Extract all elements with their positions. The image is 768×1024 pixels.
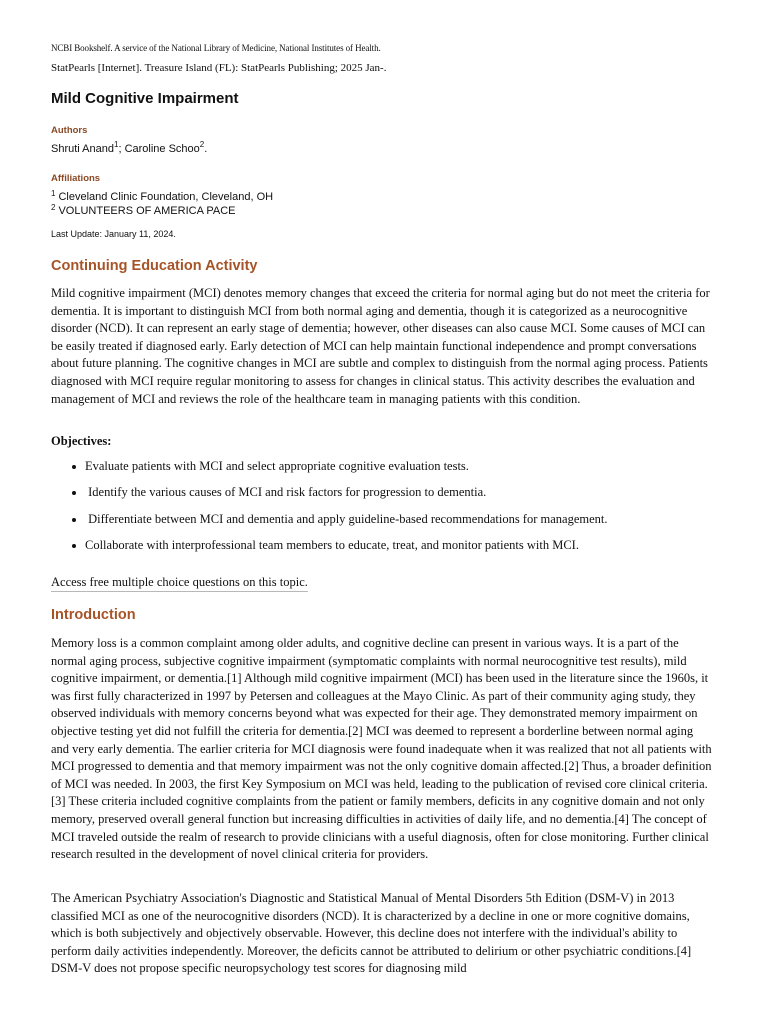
continuing-education-heading: Continuing Education Activity bbox=[51, 258, 258, 274]
citation-line: StatPearls [Internet]. Treasure Island (FL): StatPearls Publishing; 2025 Jan-. bbox=[51, 62, 387, 74]
introduction-paragraph-1: Memory loss is a common complaint among older adults, and cognitive decline can present in various ways. It is a part of the normal aging process, subjective cognitive impairment (symptomatic complaints with normal neurocognitive test results), mild cognitive impairment, or dementia.[1] Although mild cognitive impairment (MCI) has been used in the literature since the 1960s, it was first fully characterized in 1997 by Petersen and colleagues at the Mayo Clinic. As part of their community aging study, they observed individuals with memory concerns beyond what was expected for their age. They demonstrated memory impairment on objective testing yet did not fulfill the criteria for dementia.[2] MCI was deemed to represent a borderline between normal aging and very early dementia. The earlier criteria for MCI diagnosis were found inadequate when it was realized that not all patients with MCI progressed to dementia and that memory impairment was not the only cognitive domain affected.[2] Thus, a broader definition of MCI was needed. In 2003, the first Key Symposium on MCI was held, leading to the publication of revised core clinical criteria.[3] These criteria included cognitive complaints from the patient or family members, deficits in any cognitive domain and not only memory, preserved overall general function but increasing difficulties in activities of daily life, and no dementia.[4] The concept of MCI traveled outside the realm of research to provide clinicians with a useful diagnosis, often for close monitoring. Further clinical research resulted in the development of novel clinical criteria for providers. bbox=[51, 636, 712, 862]
last-update: Last Update: January 11, 2024. bbox=[51, 229, 176, 239]
objective-item bbox=[51, 484, 711, 510]
affiliation-text: VOLUNTEERS OF AMERICA PACE bbox=[58, 205, 236, 217]
introduction-heading: Introduction bbox=[51, 607, 136, 623]
ncbi-bookshelf-line: NCBI Bookshelf. A service of the National Library of Medicine, National Institutes of Health. bbox=[51, 43, 381, 53]
objectives-list bbox=[51, 458, 711, 563]
bullet-icon bbox=[72, 491, 76, 495]
objective-text: Differentiate between MCI and dementia and apply guideline-based recommendations for management. bbox=[85, 511, 608, 526]
objective-text: Identify the various causes of MCI and risk factors for progression to dementia. bbox=[85, 485, 487, 500]
author-separator: . bbox=[204, 143, 208, 155]
bullet-icon bbox=[72, 544, 76, 548]
bullet-icon bbox=[72, 518, 76, 522]
objective-item bbox=[51, 511, 711, 537]
affiliation-number: 1 bbox=[51, 189, 56, 198]
objective-text: Evaluate patients with MCI and select appropriate cognitive evaluation tests. bbox=[85, 459, 469, 473]
access-mcq-link[interactable]: Access free multiple choice questions on this topic. bbox=[51, 575, 308, 592]
introduction-paragraph-2: The American Psychiatry Association's Diagnostic and Statistical Manual of Mental Disorders 5th Edition (DSM-V) in 2013 classified MCI as one of the neurocognitive disorders (NCD). It is characterized by a decline in one or more cognitive domains, which is both subjectively and objectively observable. However, this decline does not interfere with the individual's ability to perform daily activities independently. Moreover, the deficits cannot be attributed to delirium or other psychiatric conditions.[4] DSM-V does not propose specific neuropsychology test scores for diagnosing mild bbox=[51, 891, 692, 976]
objective-text: Collaborate with interprofessional team members to educate, treat, and monitor patients with MCI. bbox=[85, 537, 579, 552]
author-name[interactable]: Shruti Anand bbox=[51, 143, 114, 155]
affiliation-item bbox=[51, 205, 236, 217]
affiliation-text: Cleveland Clinic Foundation, Cleveland, OH bbox=[58, 191, 274, 203]
article-title: Mild Cognitive Impairment bbox=[51, 90, 239, 107]
affiliation-item bbox=[51, 191, 273, 203]
objective-item bbox=[51, 458, 711, 484]
objectives-label: Objectives: bbox=[51, 434, 112, 448]
author-separator: ; bbox=[118, 143, 125, 155]
author-name[interactable]: Caroline Schoo bbox=[124, 143, 200, 155]
author-affiliation-ref: 2 bbox=[199, 140, 205, 149]
authors-list bbox=[51, 140, 208, 155]
affiliations-label: Affiliations bbox=[51, 173, 101, 184]
authors-label: Authors bbox=[51, 125, 88, 136]
bullet-icon bbox=[72, 465, 76, 469]
author-affiliation-ref: 1 bbox=[114, 140, 119, 149]
continuing-education-paragraph: Mild cognitive impairment (MCI) denotes memory changes that exceed the criteria for normal aging but do not meet the criteria for dementia. It is important to distinguish MCI from both normal aging and dementia, though it is categorized as a neurocognitive disorder (NCD). It can represent an early stage of dementia; however, other diseases can also cause MCI. Some causes of MCI can be easily treated if diagnosed early. Early detection of MCI can help maintain functional independence and prompt conversations about future planning. The cognitive changes in MCI are subtle and complex to distinguish from the normal aging process. Patients diagnosed with MCI require regular monitoring to assess for changes in clinical status. This activity describes the evaluation and management of MCI and reviews the role of the healthcare team in managing patients with this condition. bbox=[51, 286, 710, 406]
affiliation-number: 2 bbox=[51, 203, 56, 212]
objective-item bbox=[51, 537, 711, 563]
